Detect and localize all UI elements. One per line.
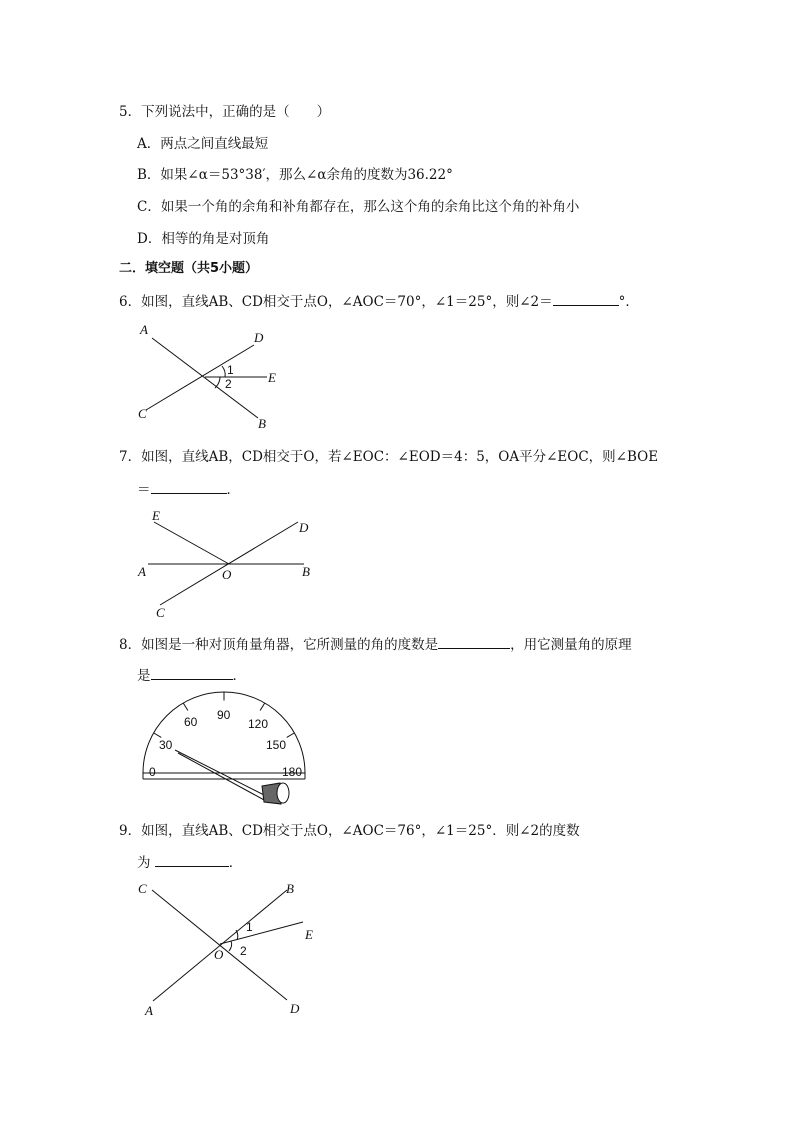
q9-text-before: 为 <box>137 855 151 871</box>
q5-stem: 5．下列说法中，正确的是（ ） <box>119 104 331 120</box>
q9-angle2-arc <box>229 941 232 951</box>
q6-label-c: C <box>138 406 147 421</box>
tick-150 <box>287 733 295 737</box>
q7-label-d: D <box>299 520 309 535</box>
q7-label-b: B <box>302 564 310 579</box>
q8-text-before-2: 是 <box>137 668 151 684</box>
q8-text-before: 8．如图是一种对顶角量角器，它所测量的角的度数是 <box>119 637 439 653</box>
q7-ray-oe <box>154 522 229 564</box>
q8-text-after: ，用它测量角的原理 <box>510 637 632 653</box>
q9-label-d: D <box>290 1001 300 1016</box>
q9-ray-oe <box>220 922 303 944</box>
q6-text-before: 6．如图，直线AB、CD相交于点O，∠AOC＝70°，∠1＝25°，则∠2＝ <box>119 294 553 310</box>
q9-label-o: O <box>214 947 224 962</box>
pointer-upper <box>175 750 270 798</box>
q5-option-c: C．如果一个角的余角和补角都存在，那么这个角的余角比这个角的补角小 <box>137 199 580 215</box>
q9-text-after: ． <box>228 855 243 871</box>
q7-label-e: E <box>152 508 160 523</box>
q5-option-d: D．相等的角是对顶角 <box>137 231 270 247</box>
q6-label-d: D <box>254 330 264 345</box>
q8-scale-30: 30 <box>159 738 173 752</box>
q6-label-1: 1 <box>227 363 234 377</box>
q8-scale-120: 120 <box>248 717 269 731</box>
q6-text-after: °． <box>618 294 639 310</box>
q6-line-ab <box>152 338 258 418</box>
q9-label-a: A <box>145 1003 153 1018</box>
q8-scale-180: 180 <box>282 765 303 779</box>
q9-stem-line1: 9．如图，直线AB、CD相交于点O，∠AOC＝76°，∠1＝25°．则∠2的度数 <box>119 823 580 839</box>
pointer-lower <box>178 753 266 801</box>
q8-scale-90: 90 <box>217 708 231 722</box>
q6-angle1-arc <box>222 366 225 377</box>
tick-30 <box>154 733 162 737</box>
q9-label-1: 1 <box>246 920 253 934</box>
q7-label-a: A <box>138 564 146 579</box>
q5-option-b: B．如果∠α＝53°38′，那么∠α余角的度数为36.22° <box>137 167 453 183</box>
q6-label-2: 2 <box>225 377 232 391</box>
q9-figure <box>152 890 303 1001</box>
q6-label-b: B <box>258 416 266 431</box>
q6-label-a: A <box>140 322 148 337</box>
q5-option-a: A．两点之间直线最短 <box>137 136 269 152</box>
q9-label-b: B <box>286 881 294 896</box>
q9-label-c: C <box>138 881 147 896</box>
q7-stem-line1: 7．如图，直线AB，CD相交于O，若∠EOC：∠EOD＝4：5，OA平分∠EOC，则∠BOE <box>119 449 659 465</box>
eyepiece-lens <box>277 783 289 803</box>
tick-60 <box>183 703 188 710</box>
tick-120 <box>260 703 265 710</box>
q8-text-after-2: ． <box>232 668 246 684</box>
q9-label-e: E <box>305 927 313 942</box>
section-fill-blank-header: 二．填空题（共5小题） <box>119 261 259 276</box>
q9-label-2: 2 <box>240 944 247 958</box>
q8-scale-150: 150 <box>266 738 287 752</box>
q7-figure <box>148 522 304 605</box>
q6-figure <box>146 338 267 418</box>
q7-text-after: ． <box>226 482 240 498</box>
protractor-arc <box>143 692 305 773</box>
q7-label-c: C <box>156 605 165 620</box>
q7-label-o: O <box>222 567 232 582</box>
q6-label-e: E <box>268 370 276 385</box>
q7-text-before: ＝ <box>137 482 151 498</box>
q8-scale-60: 60 <box>184 715 198 729</box>
q8-scale-0: 0 <box>149 765 156 779</box>
